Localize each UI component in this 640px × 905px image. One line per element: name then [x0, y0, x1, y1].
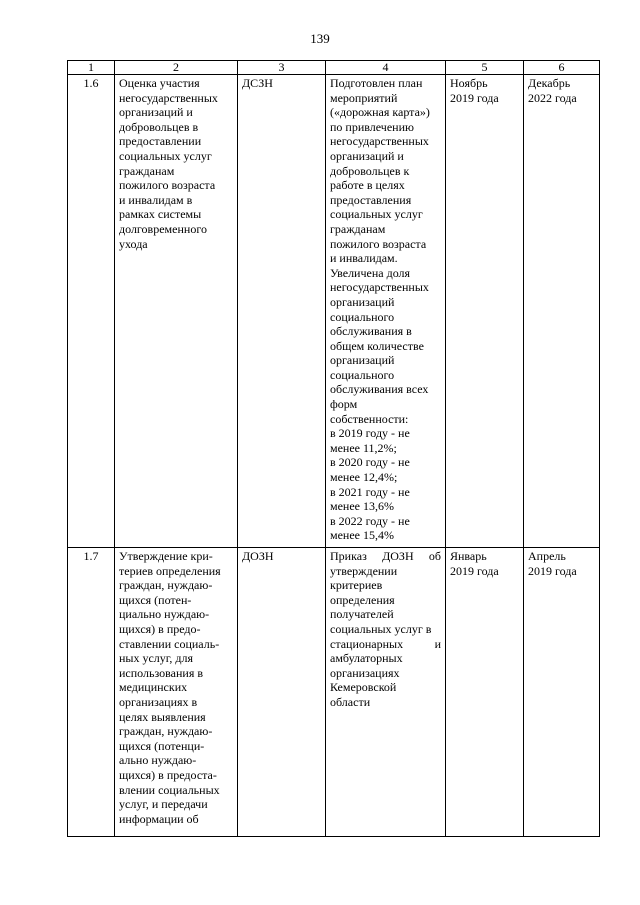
- result-cell: [326, 75, 446, 548]
- result-line: менее 11,2%;: [330, 440, 397, 455]
- end-date-cell: [524, 75, 600, 548]
- result-line: социального: [330, 367, 395, 382]
- result-line: социальных услуг: [330, 207, 423, 222]
- result-line: менее 15,4%: [330, 528, 394, 543]
- result-line: организаций: [330, 353, 395, 368]
- activity-line: щихся) в предоста-: [119, 767, 217, 782]
- activity-line: долговременного: [119, 221, 207, 236]
- result-line: работе в целях: [330, 178, 405, 193]
- result-line: амбулаторных: [330, 651, 403, 666]
- activity-cell: [115, 75, 238, 548]
- result-line: Увеличена доля: [330, 265, 411, 280]
- result-line: («дорожная карта»): [330, 105, 430, 120]
- activity-line: Утверждение кри-: [119, 549, 213, 563]
- table-header-row: [68, 61, 600, 75]
- activity-line: негосударственных: [119, 90, 218, 105]
- result-line: гражданам: [330, 221, 386, 236]
- end-month: Апрель: [528, 549, 566, 563]
- activity-cell: [115, 548, 238, 837]
- header-cell: 6: [524, 61, 600, 75]
- executor-cell: ДСЗН: [238, 75, 326, 548]
- activity-line: информации об: [119, 811, 199, 826]
- result-line: в 2021 году - не: [330, 484, 410, 499]
- activity-line: териев определения: [119, 563, 221, 578]
- end-year: 2019 года: [528, 563, 577, 578]
- activity-line: граждан, нуждаю-: [119, 578, 213, 593]
- header-cell: 3: [238, 61, 326, 75]
- activity-line: организациях в: [119, 694, 198, 709]
- result-line: в 2020 году - не: [330, 455, 410, 470]
- table-row: [68, 75, 600, 548]
- result-line: мероприятий: [330, 90, 398, 105]
- result-line: негосударственных: [330, 134, 429, 149]
- activity-line: использования в: [119, 665, 204, 680]
- executor-cell: ДОЗН: [238, 548, 326, 837]
- result-line: обслуживания в: [330, 324, 412, 339]
- activity-line: граждан, нуждаю-: [119, 724, 213, 739]
- activity-line: целях выявления: [119, 709, 206, 724]
- start-year: 2019 года: [450, 563, 499, 578]
- result-line: Приказ ДОЗН об: [330, 549, 441, 563]
- activity-line: ально нуждаю-: [119, 753, 197, 768]
- start-date-cell: [446, 75, 524, 548]
- result-line: общем количестве: [330, 338, 424, 353]
- header-cell: 2: [115, 61, 238, 75]
- activity-line: рамках системы: [119, 207, 202, 222]
- result-line: получателей: [330, 607, 394, 622]
- end-year: 2022 года: [528, 90, 577, 105]
- row-number: 1.6: [68, 75, 115, 548]
- activity-line: предоставлении: [119, 134, 202, 149]
- activity-line: щихся (потенци-: [119, 738, 205, 753]
- result-line: определения: [330, 592, 395, 607]
- result-line: социальных услуг в: [330, 621, 432, 636]
- result-line: менее 12,4%;: [330, 470, 398, 485]
- activity-line: медицинских: [119, 680, 188, 695]
- header-cell: 5: [446, 61, 524, 75]
- header-cell: 1: [68, 61, 115, 75]
- result-line: социального: [330, 309, 395, 324]
- result-line: утверждении: [330, 563, 398, 578]
- result-line: в 2019 году - не: [330, 426, 410, 441]
- activity-line: гражданам: [119, 163, 175, 178]
- result-line: предоставления: [330, 192, 412, 207]
- result-line: стационарных и: [330, 636, 441, 651]
- result-line: Кемеровской: [330, 680, 397, 695]
- result-line: области: [330, 694, 371, 709]
- activity-line: щихся) в предо-: [119, 621, 201, 636]
- activity-line: и инвалидам в: [119, 192, 193, 207]
- result-line: и инвалидам.: [330, 251, 398, 266]
- result-line: Подготовлен план: [330, 76, 423, 90]
- activity-line: ставлении социаль-: [119, 636, 220, 651]
- start-date-cell: [446, 548, 524, 837]
- page-number: 139: [310, 31, 330, 46]
- result-line: добровольцев к: [330, 163, 410, 178]
- activity-line: циально нуждаю-: [119, 607, 210, 622]
- result-line: организаций: [330, 294, 395, 309]
- activity-line: пожилого возраста: [119, 178, 216, 193]
- activity-line: ухода: [119, 236, 148, 251]
- result-line: менее 13,6%: [330, 499, 394, 514]
- end-month: Декабрь: [528, 76, 571, 90]
- result-line: критериев: [330, 578, 383, 593]
- header-cell: 4: [326, 61, 446, 75]
- result-line: организациях: [330, 665, 400, 680]
- activity-line: ных услуг, для: [119, 651, 193, 666]
- result-line: форм: [330, 397, 358, 412]
- activity-line: организаций и: [119, 105, 193, 120]
- result-line: собственности:: [330, 411, 409, 426]
- start-month: Январь: [450, 549, 487, 563]
- activities-table: [67, 60, 600, 837]
- result-line: обслуживания всех: [330, 382, 429, 397]
- activity-line: социальных услуг: [119, 148, 212, 163]
- activity-line: щихся (потен-: [119, 592, 192, 607]
- activity-line: Оценка участия: [119, 76, 200, 90]
- row-number: 1.7: [68, 548, 115, 837]
- result-cell: [326, 548, 446, 837]
- activity-line: влении социальных: [119, 782, 220, 797]
- result-line: пожилого возраста: [330, 236, 427, 251]
- table-row: [68, 548, 600, 837]
- result-line: организаций и: [330, 148, 404, 163]
- start-month: Ноябрь: [450, 76, 488, 90]
- result-line: в 2022 году - не: [330, 513, 410, 528]
- result-line: по привлечению: [330, 119, 414, 134]
- activity-line: услуг, и передачи: [119, 797, 208, 812]
- result-line: негосударственных: [330, 280, 429, 295]
- start-year: 2019 года: [450, 90, 499, 105]
- activity-line: добровольцев в: [119, 119, 199, 134]
- end-date-cell: [524, 548, 600, 837]
